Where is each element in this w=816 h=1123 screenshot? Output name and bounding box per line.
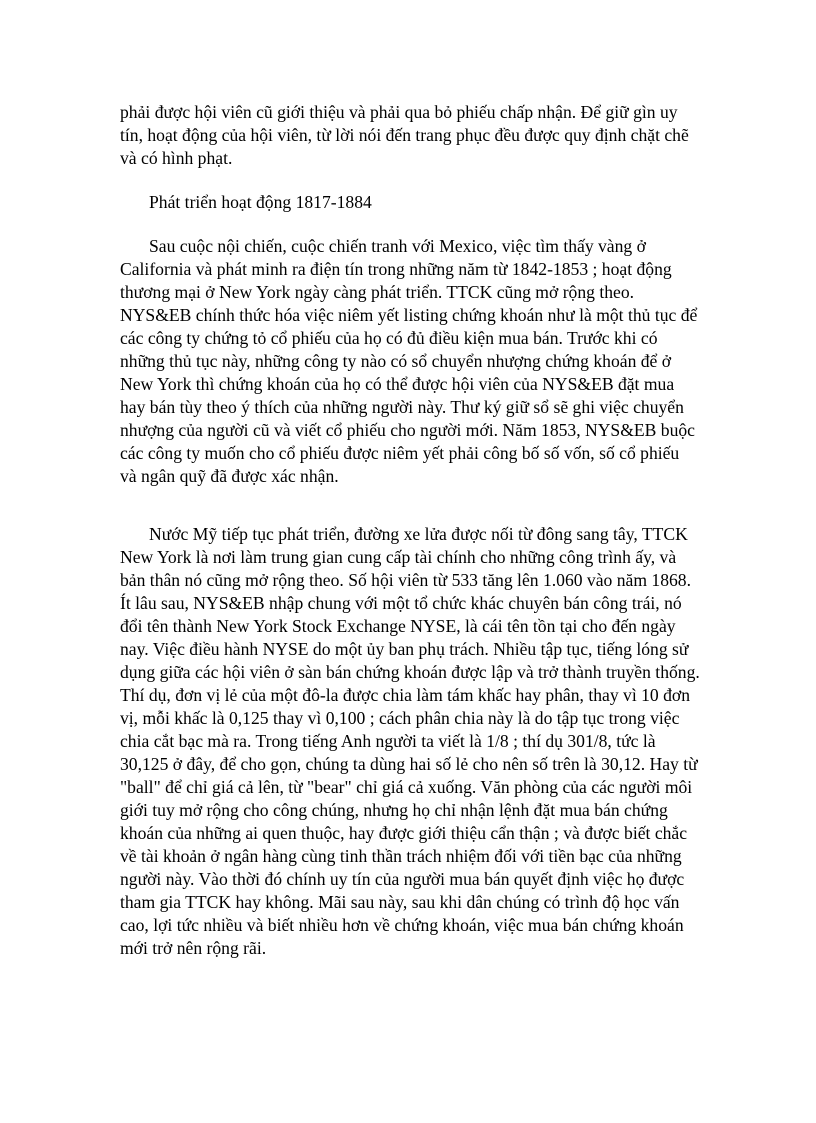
paragraph-development: Sau cuộc nội chiến, cuộc chiến tranh với Mexico, việc tìm thấy vàng ở California và phát minh ra điện tín trong những năm từ 1842-1853 ; hoạt động thương mại ở New York ngày càng phát triển. TTCK cũng mở rộng theo. NYS&EB chính thức hóa việc niêm yết listing chứng khoán như là một thủ tục để các công ty chứng tỏ cổ phiếu của họ có đủ điều kiện mua bán. Trước khi có những thủ tục này, những công ty nào có sổ chuyển nhượng chứng khoán để ở New York thì chứng khoán của họ có thể được hội viên của NYS&EB đặt mua hay bán tùy theo ý thích của những người này. Thư ký giữ sổ sẽ ghi việc chuyển nhượng của người cũ và viết cổ phiếu cho người mới. Năm 1853, NYS&EB buộc các công ty muốn cho cổ phiếu được niêm yết phải công bố số vốn, số cổ phiếu và ngân quỹ đã được xác nhận. bbox=[120, 236, 698, 486]
section-heading: Phát triển hoạt động 1817-1884 bbox=[149, 192, 372, 212]
paragraph-expansion: Nước Mỹ tiếp tục phát triển, đường xe lửa được nối từ đông sang tây, TTCK New York là nơi làm trung gian cung cấp tài chính cho những công trình ấy, và bản thân nó cũng mở rộng theo. Số hội viên từ 533 tăng lên 1.060 vào năm 1868. Ít lâu sau, NYS&EB nhập chung với một tổ chức khác chuyên bán công trái, nó đổi tên thành New York Stock Exchange NYSE, là cái tên tồn tại cho đến ngày nay. Việc điều hành NYSE do một ủy ban phụ trách. Nhiều tập tục, tiếng lóng sử dụng giữa các hội viên ở sàn bán chứng khoán được lập và trở thành truyền thống. Thí dụ, đơn vị lẻ của một đô-la được chia làm tám khấc hay phân, thay vì 10 đơn vị, mỗi khấc là 0,125 thay vì 0,100 ; cách phân chia này là do tập tục trong việc chia cắt bạc mà ra. Trong tiếng Anh người ta viết là 1/8 ; thí dụ 301/8, tức là 30,125 ở đây, để cho gọn, chúng ta dùng hai số lẻ cho nên số trên là 30,12. Hay từ "ball" để chỉ giá cả lên, từ "bear" chỉ giá cả xuống. Văn phòng của các người môi giới tuy mở rộng cho công chúng, nhưng họ chỉ nhận lệnh đặt mua bán chứng khoán của những ai quen thuộc, hay được giới thiệu cẩn thận ; và được biết chắc về tài khoản ở ngân hàng cùng tinh thần trách nhiệm đối với tiền bạc của những người này. Vào thời đó chính uy tín của người mua bán quyết định việc họ được tham gia TTCK hay không. Mãi sau này, sau khi dân chúng có trình độ học vấn cao, lợi tức nhiều và biết nhiều hơn về chứng khoán, việc mua bán chứng khoán mới trở nên rộng rãi. bbox=[120, 524, 700, 958]
paragraph-intro-continuation: phải được hội viên cũ giới thiệu và phải qua bỏ phiếu chấp nhận. Để giữ gìn uy tín, hoạt động của hội viên, từ lời nói đến trang phục đều được quy định chặt chẽ và có hình phạt. bbox=[120, 102, 689, 168]
